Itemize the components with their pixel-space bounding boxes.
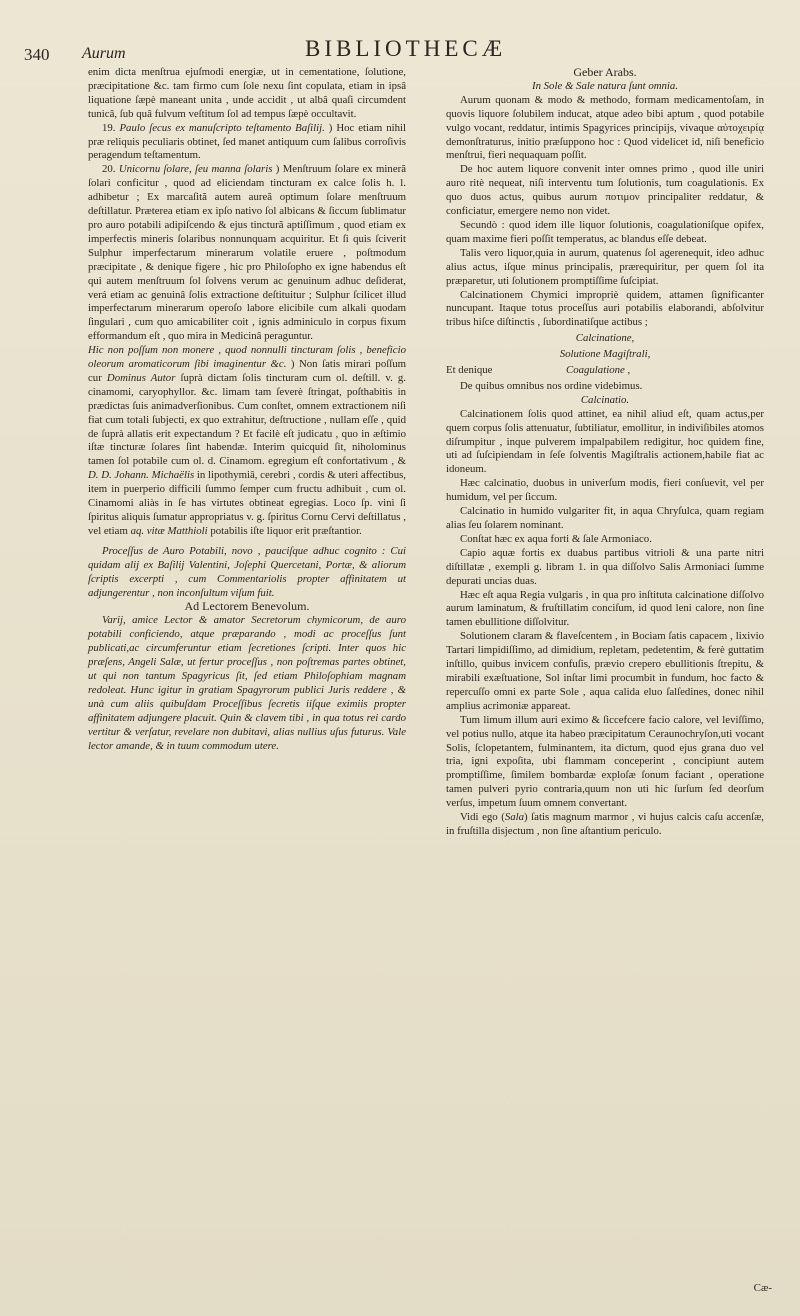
paragraph-hic-text: ) Non ſatis mirari poſſum cur — [88, 358, 407, 384]
list-item-coagulatione-row — [446, 364, 764, 378]
right-paragraph-15 — [446, 811, 764, 839]
paragraph-20 — [88, 163, 406, 344]
geber-subheading: In Sole & Sale natura ſunt omnia. — [531, 79, 679, 92]
right-paragraph-11: Capio aquæ fortis ex duabus partibus vitrioli & una parte nitri diſtillatæ , exempli g. libram 1. in qua diſſolvo Salis Armoniaci ſumme depurati uncias duas. — [446, 546, 764, 587]
right-paragraph-12: Hæc eſt aqua Regia vulgaris , in qua pro inſtituta calcinatione diſſolvo aurum laminatum, & fruſtillatim conciſum, id quod leni calore, non ſine tamen ebullitione diſſolvitur. — [446, 588, 764, 629]
paragraph-hic-text-4: potabilis iſte liquor erit præſtantior. — [210, 524, 362, 537]
right-column — [446, 66, 764, 839]
sala-name: Sala — [504, 811, 525, 824]
right-paragraph-4: Talis vero liquor,quia in aurum, quatenus ſol agerenequit, ideo adhuc alius actus, iſque minus principalis, prærequiritur, per quem ſol ita præparetur, uti ſolutionem promptiſſime ſuſcipiat. — [446, 246, 764, 287]
ad-lectorem-heading: Ad Lectorem Benevolum. — [184, 599, 310, 614]
right-paragraph-7: Calcinationem ſolis quod attinet, ea nihil aliud eſt, quam actus,per quem corpus ſolis attenuatur, ſubtiliatur, emollitur, in indiviſibiles atomos diſrumpitur , inque pulverem impalpabilem redigitur, hoc quidem fine, uti ad ſuſcipiendam in ſeſe ſolventis Magiſtralis actionem,habile fiat ac idoneum. — [446, 407, 764, 476]
processus-heading: Proceſſus de Auro Potabili, novo , pauciſque adhuc cognito : Cui quidam alij ex Baſilij Valentini, Joſephi Quercetani, Portæ, & aliorum ſcriptis excerpti , cum Commentariolis propter affinitatem ut adjungerentur , non inconſultum viſum fuit. — [88, 544, 406, 599]
left-column — [88, 66, 406, 753]
varij-paragraph: Varij, amice Lector & amator Secretorum chymicorum, de auro potabili conficiendo, atque præparando , modi ac proceſſus ſunt publicati,ac circumferuntur etiam ſecretiones ſcripti. Inter quos hic præſens, Angeli Salæ, ut fertur proceſſus , non poſtremas partes obtinet, ut qui non tantum Spagyricus ſit, ſed etiam Philoſophiam magnam redoleat. Hunc igitur in gratiam Spagyrorum publici Juris reddere , & unà cum aliis quibuſdam Proceſſibus ſecretis iiſque eximiis propter affinitatem adjungere placuit. Quin & clavem tibi , in qua totus rei cardo vertitur & verſatur, revelare non dubitavi, alias nullius uſus futurus. Vale lector amande, & in tuum commodum utere. — [88, 614, 406, 752]
right-paragraph-5: Calcinationem Chymici impropriè quidem, attamen ſignificanter nuncupant. Itaque totus proceſſus auri potabilis elaborandi, abſolvitur tribus hiſce diſtinctis , ſubordinatiſque actibus ; — [446, 288, 764, 329]
paragraph-19-text: ) Hoc etiam nihil præ reliquis peculiaris obtinet, ſed manet antiquum cum ſalibus corroſivis peragendum teſtamentum. — [88, 121, 406, 162]
dominus-autor: Dominus Autor — [106, 371, 176, 384]
page-title: BIBLIOTHECÆ — [305, 36, 507, 61]
right-paragraph-14: Tum limum illum auri eximo & ſiccefcere facio calore, vel leviſſimo, vel potius nullo, atque ita habeo præcipitatum Ceraunochryſon,uti vocant Solis, ſclopetantem, fulminantem, ita dictum, quod ejus grana duo vel tria, igni expoſita, ubi flammam conceperint , concipiunt autem promptiſſime, ſimilem bombardæ exploſæ ſonum faciant , operatione tamen pulveri pyrio contraria,quum non uti hic ſurſum ſed deorſum verſus, impetum ſuum omnem convertant. — [446, 713, 764, 810]
paragraph-hic-lead: Hic non poſſum non monere , quod nonnulli tincturam ſolis , beneficio oleorum aromaticorum ſibi imaginentur &c. — [88, 344, 406, 371]
et-denique: Et denique — [446, 364, 493, 377]
michaelis-name: D. D. Johann. Michaëlis — [88, 469, 195, 482]
page-header — [0, 0, 800, 64]
running-head: Aurum — [82, 45, 126, 62]
paragraph-hic-text-2: ſuprà dictam ſolis tincturam cum ol. deſtill. v. g. cinamomi, caryophyllor. &c. limam tam ſeverè ſtringat, poſthabitis in prædictas ſuis animadverſionibus. Cum conſtet, omnem extractionem niſi fiat cum totali ſubjecti, ex quo extrahitur, deſtructione , nullam eſſe , quid de ſuprà allatis erit expectandum ? Et facilè eſt judicatu , quo in æſtimio iſtæ tincturæ ſolares ſint habendæ. Interim quicquid ſit, niholominus tamen ſol potabile cum ol. d. Cinamom. egregium eſt confortativum , & — [88, 371, 406, 468]
catchword: Cæ- — [753, 1282, 772, 1294]
right-paragraph-3: Secundò : quod idem ille liquor ſolutionis, coagulationiſque opifex, quam maxime fieri poſſit temperatus, ac blandus eſſe debeat. — [446, 218, 764, 245]
paragraph-19 — [88, 122, 406, 164]
paragraph-20-number: 20. — [102, 163, 116, 176]
page-number: 340 — [24, 45, 50, 64]
matthioli-name: aq. vitæ Matthioli — [130, 524, 208, 537]
paragraph-hic-text-3: in lipothymiâ, cerebri , cordis & uteri affectibus, item in puerperio difficili ſummo ſemper cum fructu adhibuit , cum ol. Cinamomi aliàs in ſe has virtutes obtineat egregias. Loco ſp. vini ſi ſpiritus aliquis ſumatur appropriatus v. g. ſpiritus Cornu Cervi deſtillatus , vel etiam — [88, 469, 406, 537]
right-paragraph-1: Aurum quonam & modo & methodo, formam medicamentoſam, in quovis liquore ſolubilem inducat, atque adeo bibi aptum , quod potabile vulgo vocant, reddatur, intimis Spagyrices principijs, vivaque αὐτοχειρίᾳ demonſtraturus, initio præſuppono hoc : Quod videlicet id, niſi beneficio menſtrui, fieri nequaquam poſſit. — [446, 93, 764, 162]
right-paragraph-2: De hoc autem liquore convenit inter omnes primo , quod ille uniri auro ritè nequeat, niſi interventu tum ſolutionis, tum coagulationis. Ex quo duos actus, quibus aurum ποτιμον principaliter reddatur, & conficiatur, emergere nemo non videt. — [446, 163, 764, 218]
right-paragraph-13: Solutionem claram & flaveſcentem , in Bociam ſatis capacem , lixivio Tartari limpidiſſimo, ad dimidium, repletam, pedetentim, & ferè guttatim inſtillo, quibus invicem confuſis, prævio crepero ebullitionis ſtrepitu, & mirabili exæſtuatione, Sol inſtar limi procumbit in fundum, hoc facto & repercuſſo omni ex parte Sole , aqua calida eluo ſalſedines, donec nihil amplius acrimoniæ appareat. — [446, 630, 764, 712]
right-paragraph-10: Conſtat hæc ex aqua forti & ſale Armoniaco. — [460, 532, 652, 545]
acts-list — [446, 332, 764, 378]
list-item-coagulatione: Coagulatione , — [566, 364, 631, 377]
paragraph-15-text: ) ſatis magnum marmor , vi hujus calcis caſu accenſæ, in fruſtilla disjectum , non ſine aſtantium periculo. — [446, 811, 764, 837]
calcinatio-heading: Calcinatio. — [580, 393, 630, 406]
intro-paragraph: enim dicta menſtrua ejuſmodi energiæ, ut in cementatione, ſolutione, præcipitatione &c. tam firmo cum ſole nexu ſint copulata, etiam in ipsâ liquatione ſæpè maneant unita , unde accidit , ut albâ quaſi circumdent tunicâ, ſub quâ fulvum veſtitum ſol ad tempus ſæpè occultavit. — [88, 66, 406, 120]
right-paragraph-8: Hæc calcinatio, duobus in univerſum modis, fieri conſuevit, vel per humidum, vel per ſiccum. — [446, 477, 764, 504]
right-paragraph-9: Calcinatio in humido vulgariter fit, in aqua Chryſulca, quam regiam alias ſeu ſolarem nominant. — [446, 505, 764, 531]
paragraph-19-lead: Paulo ſecus ex manuſcripto teſtamento Baſilij. — [119, 121, 325, 134]
list-item-calcinatione: Calcinatione, — [575, 332, 635, 345]
list-item-solutione: Solutione Magiſtrali, — [559, 348, 651, 361]
paragraph-19-number: 19. — [102, 121, 116, 134]
right-paragraph-6: De quibus omnibus nos ordine videbimus. — [460, 379, 643, 392]
paragraph-20-text: ) Menſtruum ſolare ex mineră ſolari conficitur , quod ad eliciendam tincturam ex calce ſolis h. l. adhibetur ; Ex marcaſită autem aureă optimum ſolare menſtruum deſtillatur. Præterea etiam ex ipſo nativo ſol albicans & ſiccum ſublimatur pro auro potabili adipiſcendo & ejus tinctură aptiſſimum , quod etiam ex imperfectis mineris ſolaribus nonnunquam acquiritur. Et ſi quis ſciverit Sulphur imperfectarum minerarum volatile eruere , poſtmodum præcipitate , & denique figere , hic pro Philoſopho ex igne habendus eſt qui autem menſtruum ſol ſolvens verum ac genuinum adhuc deſiderat, verá etiam ac genuinâ ſolis extractione deſtituitur ; Sulphur ſcilicet illud imperfectarum minerarum operoſo labore elicibile cum alkali quodam ſingulari , cum quo amicabiliter coit , ignis adminiculo in corpus fixum efformandum eſt , quo mira in Medicinâ peraguntur. — [88, 163, 407, 343]
geber-heading: Geber Arabs. — [573, 65, 637, 79]
paragraph-hic — [88, 344, 406, 539]
paragraph-15-lead: Vidi ego ( — [460, 811, 505, 824]
paragraph-20-lead: Unicornu ſolare, ſeu manna ſolaris — [118, 163, 273, 176]
